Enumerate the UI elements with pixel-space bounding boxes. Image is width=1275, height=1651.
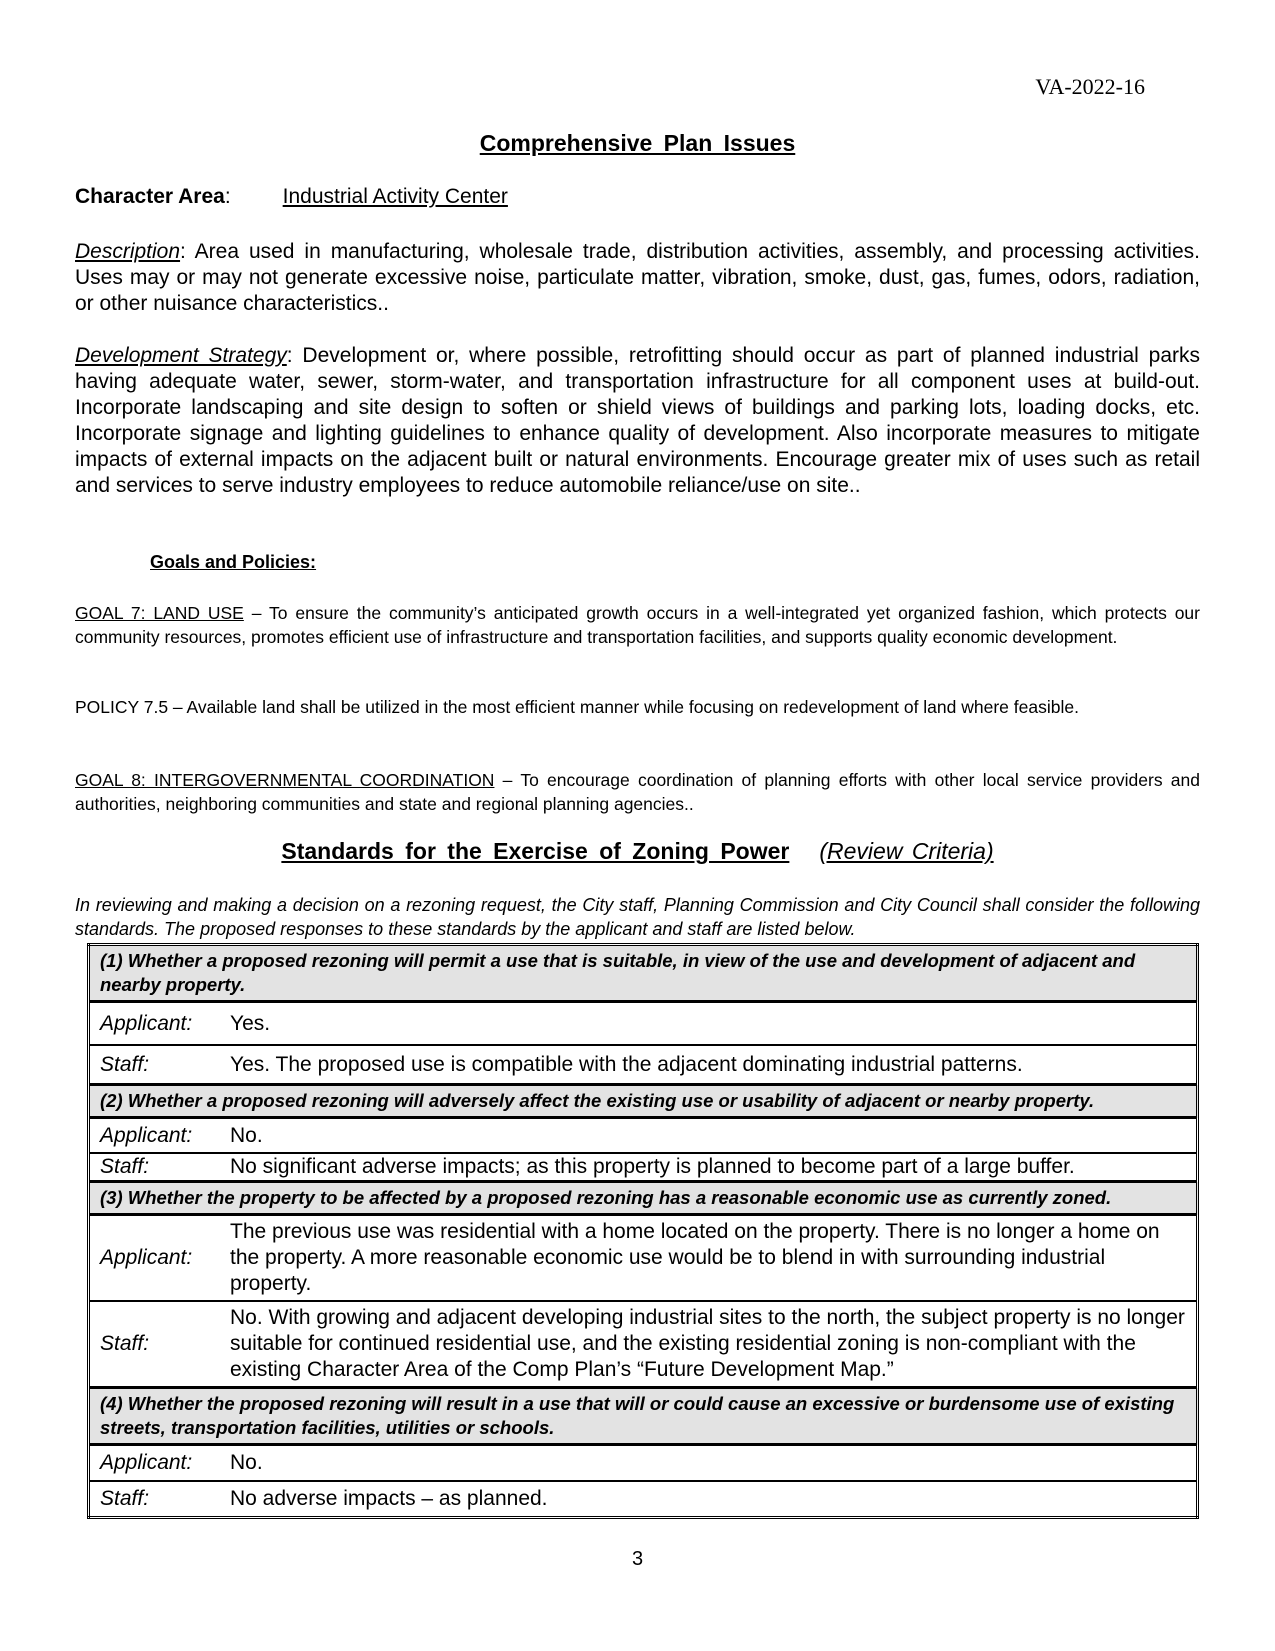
staff-label: Staff: xyxy=(100,1052,150,1076)
staff-row xyxy=(89,1301,1198,1388)
character-area-colon: : xyxy=(224,185,231,208)
character-area-value: Industrial Activity Center xyxy=(282,185,508,208)
applicant-row xyxy=(89,1215,1198,1302)
development-strategy-text: : Development or, where possible, retrofitting should occur as part of planned industrial parks having adequate water, sewer, storm-water, and transportation infrastructure for all component uses at build-out. Incorporate landscaping and site design to soften or shield views of buildings and parking lots, loading docks, etc. Incorporate signage and lighting guidelines to enhance quality of development. Also incorporate measures to mitigate impacts of external impacts on the adjacent built or natural environments. Encourage greater mix of uses such as retail and services to serve industry employees to reduce automobile reliance/use on site.. xyxy=(75,344,1200,497)
staff-response: No significant adverse impacts; as this property is planned to become part of a large buffer. xyxy=(230,1155,1075,1178)
standards-title: Standards for the Exercise of Zoning Power xyxy=(281,838,790,864)
applicant-row xyxy=(89,1118,1198,1154)
criteria-question: (3) Whether the property to be affected by a proposed rezoning has a reasonable economic use as currently zoned. xyxy=(89,1182,1198,1215)
applicant-label: Applicant: xyxy=(100,1123,193,1147)
description-label: Description xyxy=(75,240,181,263)
applicant-response: No. xyxy=(230,1123,263,1147)
goals-heading: Goals and Policies: xyxy=(150,552,317,572)
staff-row xyxy=(89,1481,1198,1518)
standards-heading xyxy=(0,838,1275,865)
criteria-question-row xyxy=(89,945,1198,1002)
applicant-response: Yes. xyxy=(230,1011,271,1035)
goal-7 xyxy=(75,601,1200,649)
criteria-question: (1) Whether a proposed rezoning will permit a use that is suitable, in view of the use and development of adjacent and nearby property. xyxy=(89,945,1198,1002)
criteria-table xyxy=(87,943,1199,1519)
description-paragraph xyxy=(75,239,1200,317)
goal-8 xyxy=(75,768,1200,816)
applicant-label: Applicant: xyxy=(100,1246,193,1269)
staff-row xyxy=(89,1045,1198,1085)
development-strategy-label: Development Strategy xyxy=(75,344,287,367)
applicant-label: Applicant: xyxy=(100,1451,193,1474)
policy-7-5: POLICY 7.5 – Available land shall be utilized in the most efficient manner while focusing on redevelopment of land where feasible. xyxy=(75,697,1079,717)
character-area xyxy=(75,185,508,209)
standards-subtitle: (Review Criteria) xyxy=(819,838,994,864)
goal-8-label: GOAL 8: INTERGOVERNMENTAL COORDINATION xyxy=(75,770,495,790)
applicant-label: Applicant: xyxy=(100,1011,193,1035)
case-number: VA-2022-16 xyxy=(1035,74,1145,99)
staff-label: Staff: xyxy=(100,1332,150,1355)
staff-row xyxy=(89,1153,1198,1182)
staff-response: No adverse impacts – as planned. xyxy=(230,1487,548,1510)
criteria-question-row xyxy=(89,1388,1198,1445)
applicant-row xyxy=(89,1002,1198,1046)
goal-8-text: – To encourage coordination of planning efforts with other local service providers and authorities, neighboring communities and state and regional planning agencies.. xyxy=(75,770,1201,814)
section-title: Comprehensive Plan Issues xyxy=(479,130,796,156)
staff-label: Staff: xyxy=(100,1155,150,1178)
criteria-question: (2) Whether a proposed rezoning will adversely affect the existing use or usability of adjacent or nearby property. xyxy=(89,1085,1198,1118)
page-number: 3 xyxy=(631,1548,644,1570)
criteria-question: (4) Whether the proposed rezoning will result in a use that will or could cause an excessive or burdensome use of existing streets, transportation facilities, utilities or schools. xyxy=(89,1388,1198,1445)
criteria-question-row xyxy=(89,1085,1198,1118)
staff-label: Staff: xyxy=(100,1487,150,1510)
character-area-label: Character Area xyxy=(75,185,225,208)
criteria-question-row xyxy=(89,1182,1198,1215)
development-strategy-paragraph xyxy=(75,343,1200,499)
applicant-row xyxy=(89,1445,1198,1482)
goal-7-label: GOAL 7: LAND USE xyxy=(75,603,244,623)
description-text: : Area used in manufacturing, wholesale trade, distribution activities, assembly, and processing activities. Uses may or may not generate excessive noise, particulate matter, vibration, smoke, dust, gas, fumes, odors, radiation, or other nuisance characteristics.. xyxy=(75,240,1200,315)
goal-7-text: – To ensure the community’s anticipated growth occurs in a well-integrated yet organized fashion, which protects our community resources, promotes efficient use of infrastructure and transportation facilities, and supports quality economic development. xyxy=(75,603,1200,647)
standards-intro: In reviewing and making a decision on a rezoning request, the City staff, Planning Commission and City Council shall consider the following standards. The proposed responses to these standards by the applicant and staff are listed below. xyxy=(75,895,1200,939)
applicant-response: The previous use was residential with a home located on the property. There is no longer a home on the property. A more reasonable economic use would be to blend in with surrounding industrial property. xyxy=(230,1220,1160,1295)
staff-response: Yes. The proposed use is compatible with the adjacent dominating industrial patterns. xyxy=(230,1052,1023,1076)
staff-response: No. With growing and adjacent developing industrial sites to the north, the subject property is no longer suitable for continued residential use, and the existing residential zoning is non-compliant with the existing Character Area of the Comp Plan’s “Future Development Map.” xyxy=(230,1306,1185,1381)
applicant-response: No. xyxy=(230,1451,263,1474)
